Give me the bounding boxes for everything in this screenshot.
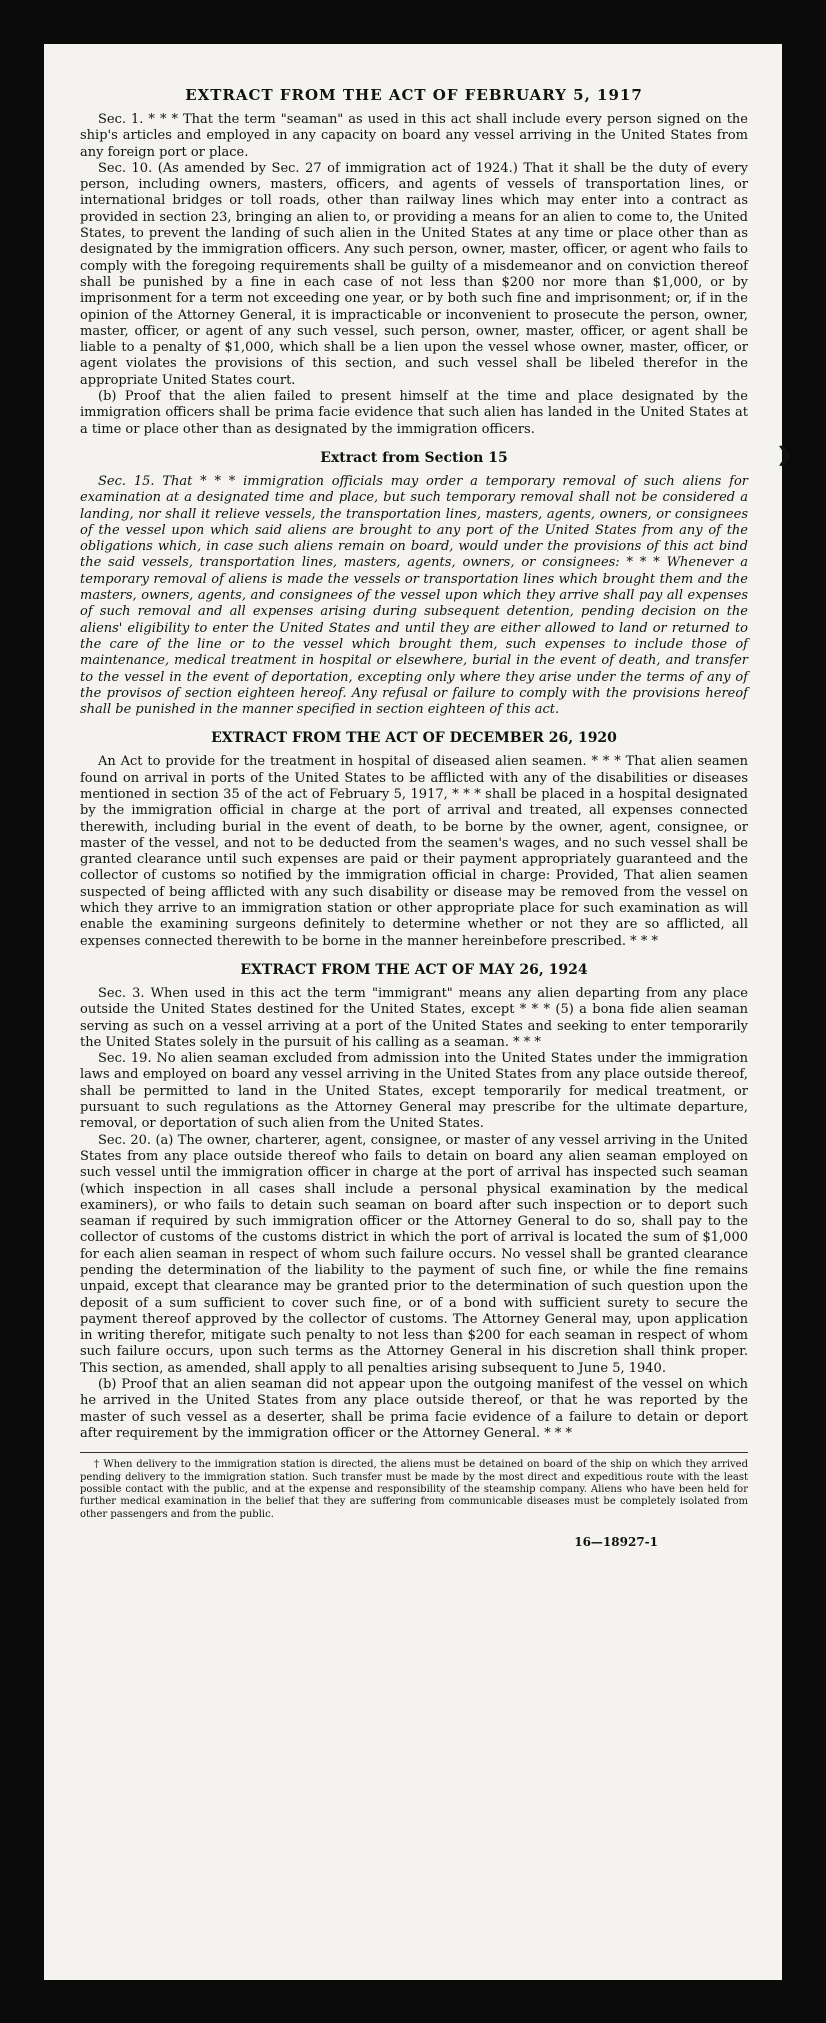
paragraph-sec-10: Sec. 10. (As amended by Sec. 27 of immigration act of 1924.) That it shall be the duty of every person, including owners, masters, officers, and agents of vessels of transportation lines, or international bridges or toll roads, other than railway lines which may enter into a contract as provided in section 23, bringing an alien to, or providing a means for an alien to come to, the United States, to prevent the landing of such alien in the United States at any time or place other than as designated by the immigration officers. Any such person, owner, master, officer, or agent who fails to comply with the foregoing requirements shall be guilty of a misdemeanor and on conviction thereof shall be punished by a fine in each case of not less than $200 nor more than $1,000, or by imprisonment for a term not exceeding one year, or by both such fine and imprisonment; or, if in the opinion of the Attorney General, it is impracticable or inconvenient to prosecute the person, owner, master, officer, or agent of any such vessel, such person, owner, master, officer, or agent shall be liable to a penalty of $1,000, which shall be a lien upon the vessel whose owner, master, officer, or agent violates the provisions of this section, and such vessel shall be libeled therefor in the appropriate United States court. [80,160,748,388]
footnote-divider [80,1452,748,1453]
form-code: 16—18927-1 [574,1535,658,1550]
paragraph-sec-15: Sec. 15. That * * * immigration officials may order a temporary removal of such aliens for examination at a designated time and place, but such temporary removal shall not be considered a landing, nor shall it relieve vessels, the transportation lines, masters, agents, owners, or consignees of the vessel upon which said aliens are brought to any port of the United States from any of the obligations which, in case such aliens remain on board, would under the provisions of this act bind the said vessels, transportation lines, masters, agents, owners, or consignees: * * * Whenever a temporary removal of aliens is made the vessels or transportation lines which brought them and the masters, owners, agents, and consignees of the vessel upon which they arrive shall pay all expenses of such removal and all expenses arising during subsequent detention, pending decision on the aliens' eligibility to enter the United States and until they are either allowed to land or returned to the care of the line or to the vessel which brought them, such expenses to include those of maintenance, medical treatment in hospital or elsewhere, burial in the event of death, and transfer to the vessel in the event of deportation, excepting only where they arise under the terms of any of the provisos of section eighteen hereof. Any refusal or failure to comply with the provisions hereof shall be punished in the manner specified in section eighteen of this act. [80,473,748,718]
heading-section-15: Extract from Section 15 [320,449,508,466]
paragraph-proof-alien: (b) Proof that the alien failed to present himself at the time and place designated by the immigration officers shall be prima facie evidence that such alien has landed in the United States at a time or place other than as designated by the immigration officers. [80,389,748,437]
heading-feb-1917: EXTRACT FROM THE ACT OF FEBRUARY 5, 1917 [185,86,643,104]
footnote: † When delivery to the immigration station is directed, the aliens must be detained on board of the ship on which they arrived pending delivery to the immigration station. Such transfer must be made by the most direct and expeditious route with the least possible contact with the public, and at the expense and responsibility of the steamship company. Aliens who have been held for further medical examination in the belief that they are suffering from communicable diseases must be completely isolated from other passengers and from the public. [80,1459,748,1520]
document-page [44,44,793,1980]
heading-may-1924: EXTRACT FROM THE ACT OF MAY 26, 1924 [240,961,588,978]
paragraph-sec-20b: (b) Proof that an alien seaman did not appear upon the outgoing manifest of the vessel on which he arrived in the United States from any place outside thereof, or that he was reported by the master of such vessel as a deserter, shall be prima facie evidence of a failure to detain or deport after requirement by the immigration officer or the Attorney General. * * * [80,1377,748,1441]
paragraph-sec-3: Sec. 3. When used in this act the term "immigrant" means any alien departing from any place outside the United States destined for the United States, except * * * (5) a bona fide alien seaman serving as such on a vessel arriving at a port of the United States and seeking to enter temporarily the United States solely in the pursuit of his calling as a seaman. * * * [80,985,748,1050]
paragraph-sec-20a: Sec. 20. (a) The owner, charterer, agent, consignee, or master of any vessel arriving in the United States from any place outside thereof who fails to detain on board any alien seaman employed on such vessel until the immigration officer in charge at the port of arrival has inspected such seaman (which inspection in all cases shall include a personal physical examination by the medical examiners), or who fails to detain such seaman on board after such inspection or to deport such seaman if required by such immigration officer or the Attorney General to do so, shall pay to the collector of customs of the customs district in which the port of arrival is located the sum of $1,000 for each alien seaman in respect of whom such failure occurs. No vessel shall be granted clearance pending the determination of the liability to the payment of such fine, or while the fine remains unpaid, except that clearance may be granted prior to the determination of such question upon the deposit of a sum sufficient to cover such fine, or of a bond with sufficient surety to secure the payment thereof approved by the collector of customs. The Attorney General may, upon application in writing therefor, mitigate such penalty to not less than $200 for each seaman in respect of whom such failure occurs, upon such terms as the Attorney General in his discretion shall think proper. This section, as amended, shall apply to all penalties arising subsequent to June 5, 1940. [80,1132,748,1376]
paragraph-sec-19: Sec. 19. No alien seaman excluded from admission into the United States under the immigration laws and employed on board any vessel arriving in the United States from any place outside thereof, shall be permitted to land in the United States, except temporarily for medical treatment, or pursuant to such regulations as the Attorney General may prescribe for the ultimate departure, removal, or deportation of such alien from the United States. [80,1051,748,1132]
paragraph-sec-1: Sec. 1. * * * That the term "seaman" as used in this act shall include every person signed on the ship's articles and employed in any capacity on board any vessel arriving in the United States from any foreign port or place. [80,112,748,160]
paragraph-hospital-act: An Act to provide for the treatment in hospital of diseased alien seamen. * * * That alien seamen found on arrival in ports of the United States to be afflicted with any of the disabilities or diseases mentioned in section 35 of the act of February 5, 1917, * * * shall be placed in a hospital designated by the immigration official in charge at the port of arrival and treated, all expenses connected therewith, including burial in the event of death, to be borne by the owner, agent, consignee, or master of the vessel, and not to be deducted from the seamen's wages, and no such vessel shall be granted clearance until such expenses are paid or their payment appropriately guaranteed and the collector of customs so notified by the immigration official in charge: Provided, That alien seamen suspected of being afflicted with any such disability or disease may be removed from the vessel on which they arrive to an immigration station or other appropriate place for such examination as will enable the examining surgeons definitely to determine whether or not they are so afflicted, all expenses connected therewith to be borne in the manner hereinbefore prescribed. * * * [80,754,748,949]
margin-mark-icon: ❯ [776,442,793,466]
heading-dec-1920: EXTRACT FROM THE ACT OF DECEMBER 26, 1920 [211,730,617,747]
